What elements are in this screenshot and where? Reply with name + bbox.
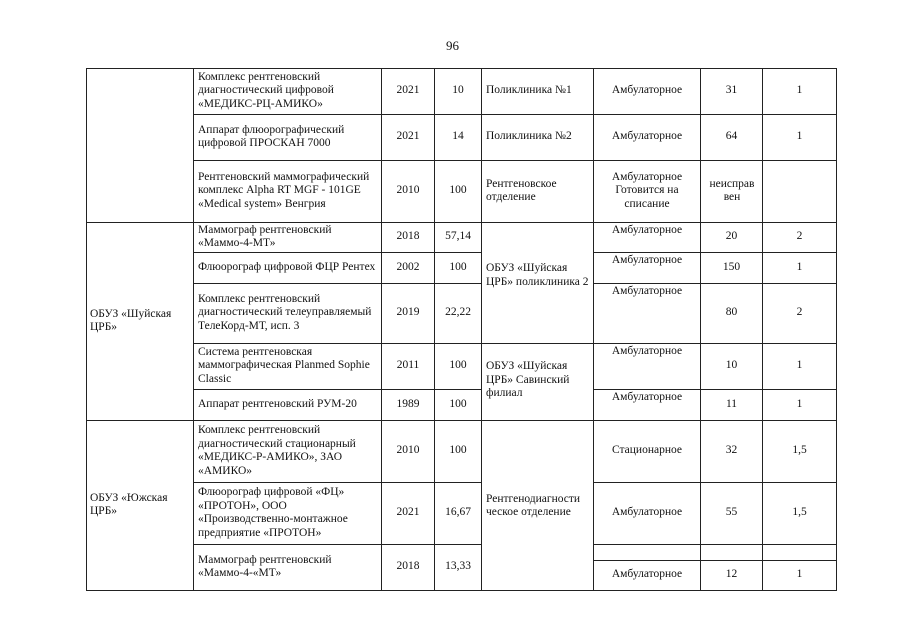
mode: Амбулаторное	[611, 391, 683, 403]
year: 2010	[396, 184, 420, 197]
load: 150	[722, 260, 741, 273]
year: 2018	[396, 230, 420, 243]
location-yuzha-department: Рентгенодиагностическое отделение	[486, 492, 581, 518]
mode: Амбулаторное Готовится на списание	[611, 170, 683, 210]
year: 2021	[396, 506, 420, 519]
wear: 100	[449, 359, 467, 372]
load: неисправ вен	[709, 177, 755, 203]
mode: Амбулаторное	[611, 345, 683, 357]
org-shuya: ОБУЗ «Шуйская ЦРБ»	[90, 307, 172, 333]
year: 2021	[396, 130, 420, 143]
equipment-name: Комплекс рентгеновский диагностический цифровой «МЕДИКС-РЦ-АМИКО»	[198, 70, 334, 110]
year: 2010	[396, 444, 420, 457]
equipment-name: Аппарат рентгеновский РУМ-20	[198, 397, 357, 410]
equipment-name: Аппарат флюорографический цифровой ПРОСКАН 7000	[198, 123, 345, 149]
org-yuzha: ОБУЗ «Южская ЦРБ»	[90, 491, 168, 517]
wear: 100	[449, 444, 467, 457]
page-number: 96	[446, 38, 459, 53]
equipment-name: Флюорограф цифровой ФЦР Рентех	[198, 260, 376, 273]
shifts: 1	[796, 260, 803, 273]
wear: 100	[449, 260, 467, 273]
shifts: 1,5	[792, 444, 807, 457]
wear: 16,67	[445, 506, 471, 519]
shifts: 1	[796, 359, 803, 372]
year: 2018	[396, 560, 420, 573]
shifts: 1	[796, 84, 803, 97]
wear: 57,14	[445, 230, 471, 243]
mode: Амбулаторное	[611, 130, 683, 143]
mode: Амбулаторное	[611, 84, 683, 97]
equipment-name: Система рентгеновская маммографическая Planmed Sophie Classic	[198, 345, 370, 385]
equipment-name: Маммограф рентгеновский «Маммо-4-МТ»	[198, 223, 332, 249]
year: 2002	[396, 260, 420, 273]
wear: 14	[452, 130, 464, 143]
mode: Амбулаторное	[611, 254, 683, 266]
load: 11	[725, 397, 738, 410]
equipment-name: Комплекс рентгеновский диагностический стационарный «МЕДИКС-Р-АМИКО», ЗАО «АМИКО»	[198, 424, 356, 477]
year: 1989	[396, 397, 420, 410]
equipment-name: Маммограф рентгеновский «Маммо-4-«МТ»	[198, 553, 332, 579]
year: 2011	[396, 359, 420, 372]
mode: Амбулаторное	[611, 285, 683, 297]
shifts: 1	[796, 568, 803, 581]
location: Поликлиника №1	[486, 84, 572, 97]
equipment-name: Рентгеновский маммографический комплекс Alpha RT MGF - 101GE «Medical system» Венгрия	[198, 170, 370, 210]
mode: Амбулаторное	[611, 568, 683, 581]
wear: 100	[449, 184, 467, 197]
shifts: 2	[796, 306, 803, 319]
wear: 22,22	[445, 306, 471, 319]
year: 2021	[396, 84, 420, 97]
mode: Стационарное	[611, 444, 682, 457]
load: 55	[725, 506, 738, 519]
location-shuya-savino: ОБУЗ «Шуйская ЦРБ» Савинский филиал	[486, 360, 570, 399]
shifts	[763, 160, 836, 222]
equipment-name: Флюорограф цифровой «ФЦ» «ПРОТОН», ООО «Производственно-монтажное предприятие «ПРОТОН»	[198, 486, 348, 539]
shifts: 1,5	[792, 506, 807, 519]
location: Поликлиника №2	[486, 130, 572, 143]
load: 31	[725, 84, 738, 97]
wear: 13,33	[445, 560, 471, 573]
location: Рентгеновское отделение	[486, 177, 557, 203]
mode: Амбулаторное	[611, 224, 683, 236]
shifts: 2	[796, 230, 803, 243]
wear: 10	[452, 84, 464, 97]
shifts: 1	[796, 130, 803, 143]
location-shuya-polyclinic: ОБУЗ «Шуйская ЦРБ» поликлиника 2	[486, 262, 589, 288]
load: 20	[725, 230, 738, 243]
load: 80	[725, 306, 738, 319]
wear: 100	[449, 397, 467, 410]
load: 64	[725, 130, 738, 143]
shifts: 1	[796, 397, 803, 410]
year: 2019	[396, 306, 420, 319]
mode: Амбулаторное	[611, 506, 683, 519]
load: 32	[725, 444, 738, 457]
load: 12	[725, 568, 738, 581]
equipment-name: Комплекс рентгеновский диагностический телеуправляемый ТелеКорд-МТ, исп. 3	[198, 292, 372, 332]
load: 10	[725, 359, 738, 372]
